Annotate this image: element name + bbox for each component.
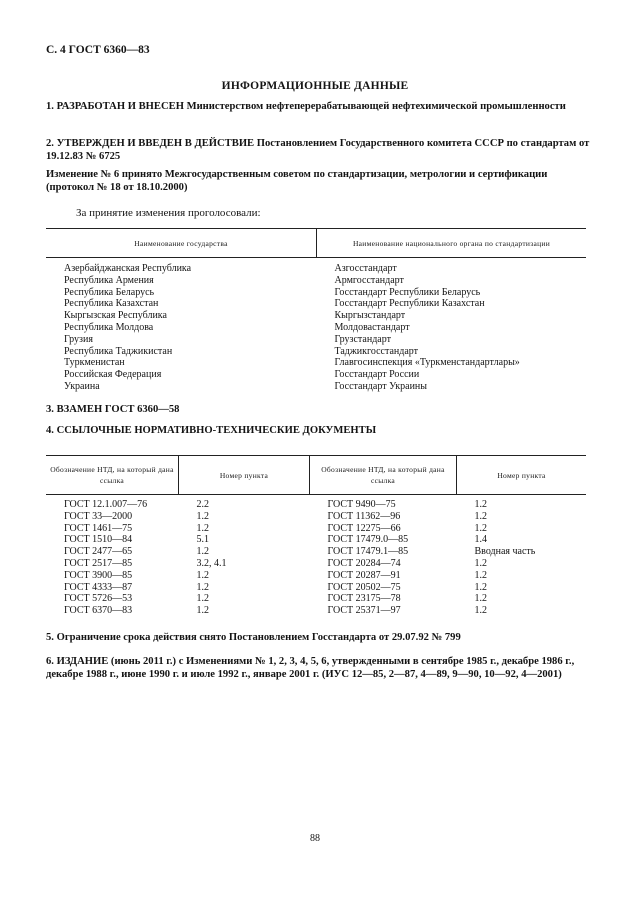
- bodies-list: [317, 258, 587, 393]
- list-item: Республика Беларусь: [64, 286, 155, 298]
- list-item: ГОСТ 17479.1—85: [327, 546, 409, 558]
- states-table: [46, 228, 586, 393]
- list-item: ГОСТ 3900—85: [64, 569, 133, 581]
- list-item: Госстандарт Республики Казахстан: [334, 298, 485, 310]
- list-item: 1.2: [474, 581, 487, 593]
- item-number: 4.: [46, 425, 54, 436]
- list-item: ГОСТ 23175—78: [327, 593, 401, 605]
- list-item: Главгосинспекция «Туркменстандартлары»: [334, 357, 520, 369]
- list-item: 1.2: [196, 522, 209, 534]
- list-item: Грузия: [64, 333, 93, 345]
- list-item: ГОСТ 5726—53: [64, 593, 133, 605]
- item-text: ССЫЛОЧНЫЕ НОРМАТИВНО-ТЕХНИЧЕСКИЕ ДОКУМЕНТЫ: [56, 425, 377, 436]
- item-number: 6.: [46, 656, 54, 667]
- item-approved: [46, 137, 594, 163]
- item-number: 5.: [46, 632, 54, 643]
- item-edition: [46, 655, 594, 681]
- list-item: Грузстандарт: [334, 333, 391, 345]
- list-item: 1.2: [196, 605, 209, 617]
- item-text: УТВЕРЖДЕН И ВВЕДЕН В ДЕЙСТВИЕ Постановлением Государственного комитета СССР по стандартам от 19.12.83 № 6725: [46, 138, 590, 162]
- list-item: Молдовастандарт: [334, 321, 410, 333]
- list-item: 1.2: [474, 593, 487, 605]
- list: [197, 499, 310, 617]
- list-item: ГОСТ 33—2000: [64, 510, 133, 522]
- list-item: 1.2: [196, 569, 209, 581]
- list-item: 1.2: [196, 593, 209, 605]
- column-header-doc-right: Обозначение НТД, на который дана ссылка: [310, 456, 457, 495]
- item-text: ВЗАМЕН ГОСТ 6360—58: [56, 404, 180, 415]
- table-header-row: [46, 229, 586, 258]
- item-number: 1.: [46, 101, 54, 112]
- list-item: ГОСТ 20284—74: [327, 557, 401, 569]
- table-header-row: [46, 456, 586, 495]
- list: [475, 499, 587, 617]
- list-item: 5.1: [196, 534, 209, 546]
- list: [335, 263, 587, 393]
- list-item: Республика Армения: [64, 274, 154, 286]
- item-text: ИЗДАНИЕ (июнь 2011 г.) с Изменениями № 1, 2, 3, 4, 5, 6, утвержденными в сентябре 1985 г., декабре 1986 г., декабре 1988 г., июне 1990 г. и июле 1992 г., январе 2001 г. (ИУС 12—85, 2—87, 4—89, 9—90, 10—92, 4—2001): [46, 656, 575, 680]
- list-item: 1.2: [196, 510, 209, 522]
- list-item: ГОСТ 2477—65: [64, 546, 133, 558]
- item-references: [46, 424, 594, 437]
- list-item: 1.2: [474, 510, 487, 522]
- list: [328, 499, 457, 617]
- section-title: ИНФОРМАЦИОННЫЕ ДАННЫЕ: [221, 80, 409, 92]
- list-item: 2.2: [196, 499, 209, 510]
- left-docs-cell: [46, 495, 179, 617]
- list-item: 1.4: [474, 534, 487, 546]
- running-header: С. 4 ГОСТ 6360—83: [46, 44, 150, 56]
- list-item: Туркменистан: [64, 357, 125, 369]
- list: [64, 499, 179, 617]
- list-item: 1.2: [474, 605, 487, 617]
- list-item: ГОСТ 12.1.007—76: [64, 499, 148, 510]
- item-number: 3.: [46, 404, 54, 415]
- list-item: Госстандарт Украины: [334, 380, 427, 392]
- list-item: Таджикгосстандарт: [334, 345, 419, 357]
- list-item: ГОСТ 11362—96: [327, 510, 401, 522]
- list-item: Вводная часть: [474, 546, 536, 558]
- left-points-cell: [179, 495, 310, 617]
- list-item: Республика Молдова: [64, 321, 154, 333]
- list-item: 3.2, 4.1: [196, 557, 227, 569]
- list-item: 1.2: [196, 546, 209, 558]
- list-item: Азербайджанская Республика: [64, 263, 192, 274]
- states-list: [46, 258, 317, 393]
- column-header-point-left: Номер пункта: [179, 456, 310, 495]
- list-item: ГОСТ 4333—87: [64, 581, 133, 593]
- list-item: ГОСТ 6370—83: [64, 605, 133, 617]
- references-table: [46, 455, 586, 617]
- item-replaces: [46, 403, 594, 416]
- change-note: Изменение № 6 принято Межгосударственным советом по стандартизации, метрологии и сертификации (протокол № 18 от 18.10.2000): [46, 169, 548, 193]
- list-item: ГОСТ 20287—91: [327, 569, 401, 581]
- right-points-cell: [457, 495, 587, 617]
- list-item: ГОСТ 12275—66: [327, 522, 401, 534]
- list-item: ГОСТ 25371—97: [327, 605, 401, 617]
- list-item: Республика Казахстан: [64, 298, 159, 310]
- list-item: Кыргызстандарт: [334, 310, 406, 322]
- list-item: 1.2: [196, 581, 209, 593]
- list-item: ГОСТ 2517—85: [64, 557, 133, 569]
- column-header-body: Наименование национального органа по стандартизации: [317, 229, 587, 258]
- list-item: 1.2: [474, 499, 487, 510]
- voted-label: За принятие изменения проголосовали:: [76, 207, 261, 219]
- list-item: Кыргызская Республика: [64, 310, 167, 322]
- table-row: [46, 258, 586, 393]
- list-item: Республика Таджикистан: [64, 345, 173, 357]
- item-developed: [46, 100, 594, 113]
- list-item: ГОСТ 17479.0—85: [327, 534, 409, 546]
- list-item: Армгосстандарт: [334, 274, 404, 286]
- item-number: 2.: [46, 138, 54, 149]
- right-docs-cell: [310, 495, 457, 617]
- column-header-point-right: Номер пункта: [457, 456, 587, 495]
- list-item: ГОСТ 1510—84: [64, 534, 133, 546]
- list-item: ГОСТ 9490—75: [327, 499, 396, 510]
- list-item: Украина: [64, 380, 100, 392]
- item-text: РАЗРАБОТАН И ВНЕСЕН Министерством нефтеперерабатывающей нефтехимической промышленности: [56, 101, 566, 112]
- list-item: ГОСТ 1461—75: [64, 522, 133, 534]
- list-item: Госстандарт России: [334, 369, 420, 381]
- list-item: ГОСТ 20502—75: [327, 581, 401, 593]
- column-header-state: Наименование государства: [46, 229, 317, 258]
- list-item: Госстандарт Республики Беларусь: [334, 286, 481, 298]
- item-restriction: [46, 631, 594, 644]
- item-text: Ограничение срока действия снято Постановлением Госстандарта от 29.07.92 № 799: [56, 632, 461, 643]
- list-item: Российская Федерация: [64, 369, 162, 381]
- column-header-doc-left: Обозначение НТД, на который дана ссылка: [46, 456, 179, 495]
- list-item: Азгосстандарт: [334, 263, 397, 274]
- list-item: 1.2: [474, 557, 487, 569]
- list: [64, 263, 317, 393]
- list-item: 1.2: [474, 569, 487, 581]
- list-item: 1.2: [474, 522, 487, 534]
- page-number: 88: [310, 833, 320, 844]
- table-row: [46, 495, 586, 617]
